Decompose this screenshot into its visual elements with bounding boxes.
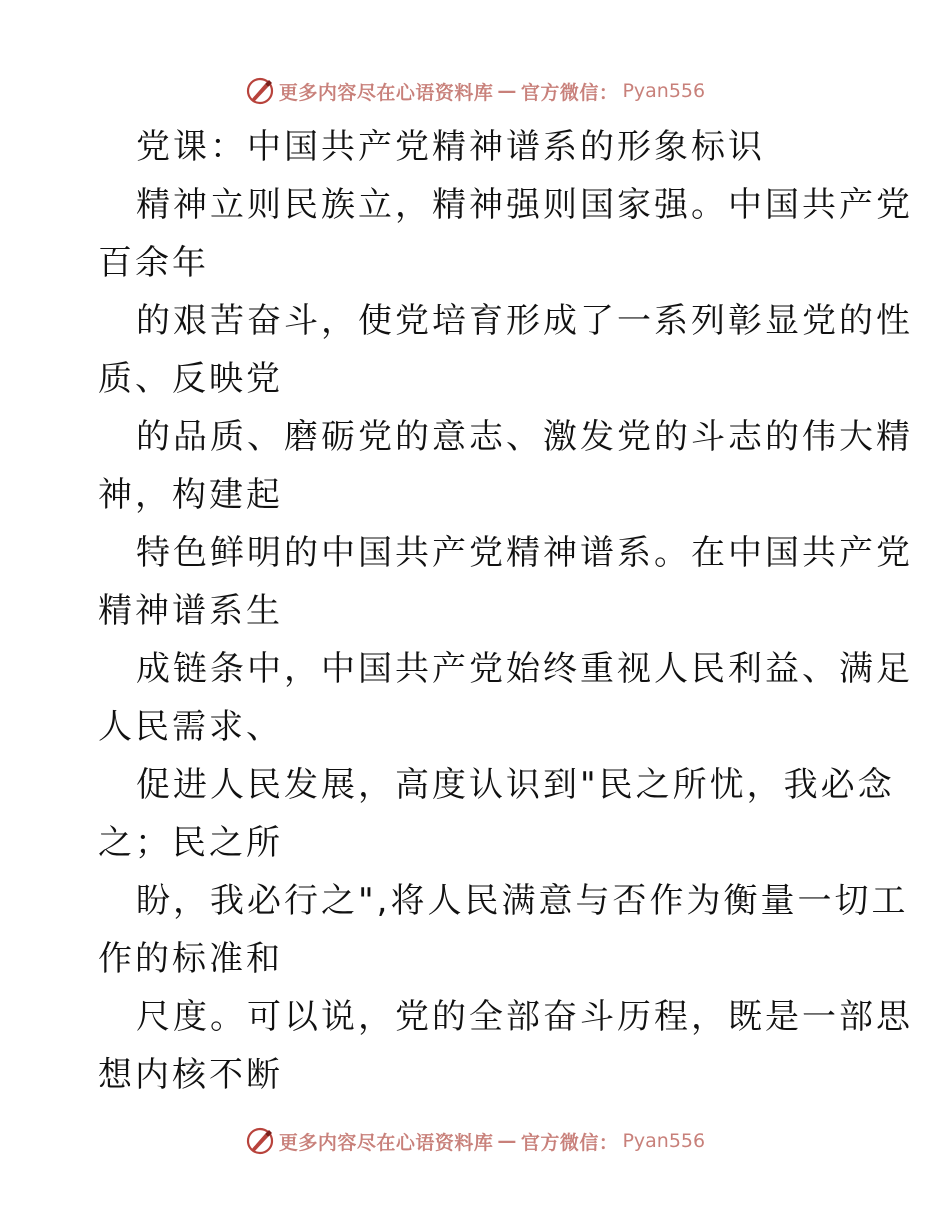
text-line: 百余年 <box>98 243 209 283</box>
pen-logo-icon <box>245 1126 275 1156</box>
document-body <box>98 118 913 1104</box>
text-line: 神，构建起 <box>98 475 283 515</box>
pen-logo-icon <box>245 76 275 106</box>
text-line: 的品质、磨砺党的意志、激发党的斗志的伟大精 <box>136 417 913 457</box>
footer-banner-wechat-id: Pyan556 <box>622 1130 706 1152</box>
text-line: 特色鲜明的中国共产党精神谱系。在中国共产党 <box>136 533 913 573</box>
header-banner <box>0 73 950 109</box>
footer-banner-content <box>245 1126 705 1156</box>
text-line: 精神立则民族立，精神强则国家强。中国共产党 <box>136 185 913 225</box>
footer-banner-dash: — <box>497 1130 517 1152</box>
text-line: 成链条中，中国共产党始终重视人民利益、满足 <box>136 649 913 689</box>
text-line: 之；民之所 <box>98 823 283 863</box>
footer-banner-wechat-label: 官方微信： <box>520 1131 619 1154</box>
text-line: 盼，我必行之",将人民满意与否作为衡量一切工 <box>136 881 909 921</box>
header-banner-wechat-label: 官方微信： <box>520 81 619 104</box>
footer-banner <box>0 1123 950 1159</box>
text-line: 作的标准和 <box>98 939 283 979</box>
text-line: 的艰苦奋斗，使党培育形成了一系列彰显党的性 <box>136 301 913 341</box>
header-banner-content <box>245 76 705 106</box>
header-banner-title: 更多内容尽在心语资料库 <box>278 81 494 104</box>
text-line: 人民需求、 <box>98 707 283 747</box>
text-line: 尺度。可以说，党的全部奋斗历程，既是一部思 <box>136 997 913 1037</box>
footer-banner-title: 更多内容尽在心语资料库 <box>278 1131 494 1154</box>
document-title: 党课：中国共产党精神谱系的形象标识 <box>136 127 765 167</box>
header-banner-dash: — <box>497 80 517 102</box>
text-line: 促进人民发展，高度认识到"民之所忧，我必念 <box>136 765 895 805</box>
text-line: 精神谱系生 <box>98 591 283 631</box>
header-banner-wechat-id: Pyan556 <box>622 80 706 102</box>
text-line: 想内核不断 <box>98 1055 283 1095</box>
text-line: 质、反映党 <box>98 359 283 399</box>
